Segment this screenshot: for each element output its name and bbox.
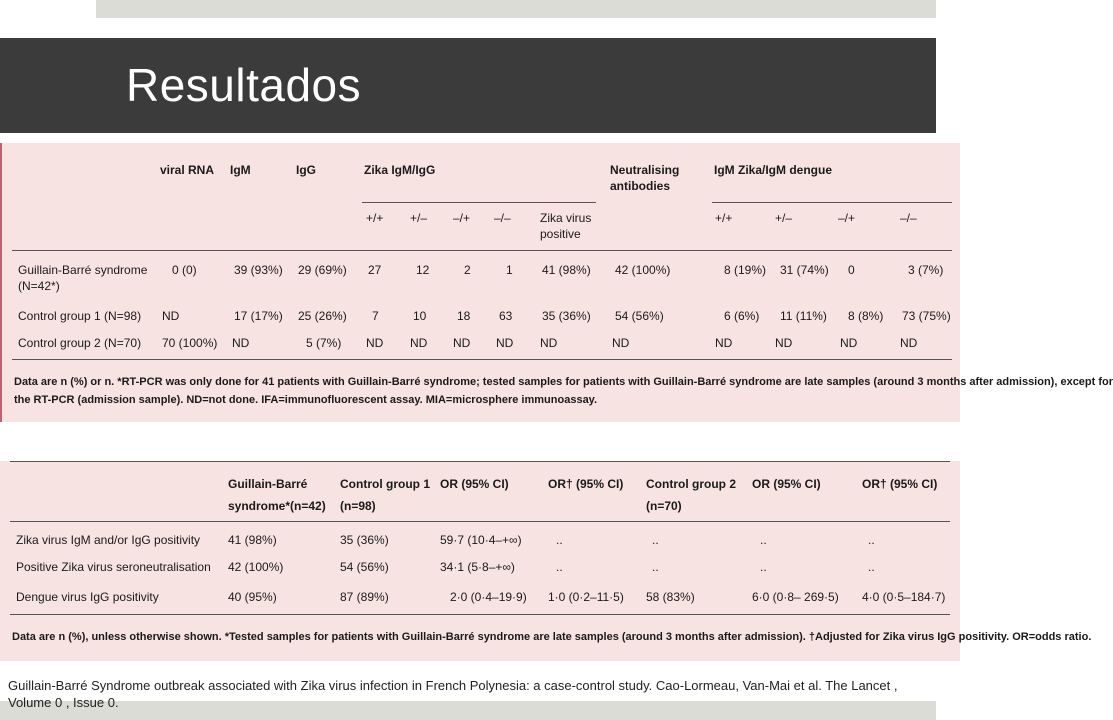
sub-zika-mm: –/– <box>494 211 511 225</box>
sub-zika-pp: +/+ <box>366 211 384 225</box>
table1-footnote: Data are n (%) or n. *RT-PCR was only done for 41 patients with Guillain-Barré syndrome; tested samples for patients with Guillain-Barré syndrome are late samples (around 3 months after admission), except for <box>14 376 1113 388</box>
table-cell: 54 (56%) <box>340 560 389 574</box>
table-cell: 29 (69%) <box>298 263 347 277</box>
col-header-control1: Control group 1 <box>340 477 430 491</box>
col-header-zika-igm-igg: Zika IgM/IgG <box>364 163 436 177</box>
table-cell: ND <box>775 336 793 350</box>
table-cell: .. <box>556 560 563 574</box>
col-header-control2-2: (n=70) <box>646 499 682 513</box>
sub-zika-positive-2: positive <box>540 227 581 241</box>
col-header-igm: IgM <box>230 163 251 177</box>
table-cell: 4·0 (0·5–184·7) <box>862 590 946 604</box>
col-header-or-1: OR (95% CI) <box>440 477 509 491</box>
table-cell: 10 <box>413 309 427 323</box>
table-cell: 42 (100%) <box>615 263 671 277</box>
table-cell: ND <box>410 336 428 350</box>
table-cell: 27 <box>368 263 382 277</box>
table-cell: 0 (0) <box>172 263 197 277</box>
sub-dengue-mp: –/+ <box>838 211 856 225</box>
col-header-igm-zika-dengue: IgM Zika/IgM dengue <box>714 163 833 177</box>
table-cell: 35 (36%) <box>542 309 591 323</box>
table-cell: ND <box>453 336 471 350</box>
sub-zika-positive: Zika virus <box>540 211 592 225</box>
table-cell: 63 <box>499 309 513 323</box>
col-header-igg: IgG <box>296 163 316 177</box>
table-cell: ND <box>540 336 558 350</box>
table-cell: ND <box>612 336 630 350</box>
table-cell: 7 <box>372 309 379 323</box>
row-label: Zika virus IgM and/or IgG positivity <box>16 533 201 547</box>
table-cell: 41 (98%) <box>542 263 591 277</box>
sub-dengue-mm: –/– <box>900 211 917 225</box>
sub-dengue-pp: +/+ <box>715 211 733 225</box>
table-cell: 8 (19%) <box>724 263 767 277</box>
table-cell: 31 (74%) <box>780 263 829 277</box>
table-cell: .. <box>868 533 875 547</box>
table-cell: ND <box>496 336 514 350</box>
sub-dengue-pm: +/– <box>775 211 793 225</box>
table-cell: ND <box>715 336 733 350</box>
table-cell: 42 (100%) <box>228 560 284 574</box>
table-cell: .. <box>556 533 563 547</box>
col-header-neutralising: Neutralising <box>610 163 680 177</box>
col-header-ora-1: OR† (95% CI) <box>548 477 624 491</box>
table-cell: 18 <box>457 309 471 323</box>
table-cell: 87 (89%) <box>340 590 389 604</box>
table-cell: 2 <box>464 263 471 277</box>
table-cell: ND <box>900 336 918 350</box>
table-cell: 41 (98%) <box>228 533 277 547</box>
table-cell: ND <box>162 309 180 323</box>
table-cell: 35 (36%) <box>340 533 389 547</box>
table-cell: 59·7 (10·4–+∞) <box>440 533 522 547</box>
table-cell: .. <box>760 560 767 574</box>
row-label: Control group 2 (N=70) <box>18 336 142 350</box>
table-cell: 2·0 (0·4–19·9) <box>450 590 527 604</box>
row-label: Dengue virus IgG positivity <box>16 590 159 604</box>
table-cell: 11 (11%) <box>780 309 827 323</box>
table-cell: .. <box>868 560 875 574</box>
sub-zika-mp: –/+ <box>453 211 471 225</box>
col-header-gbs-2: syndrome*(n=42) <box>228 499 326 513</box>
row-label: Guillain-Barré syndrome <box>18 263 148 277</box>
table-cell: ND <box>366 336 384 350</box>
table-cell: 3 (7%) <box>908 263 944 277</box>
table-cell: 58 (83%) <box>646 590 695 604</box>
citation-caption: Guillain-Barré Syndrome outbreak associated with Zika virus infection in French Polynesia: a case-control study. Cao-Lormeau, Van-Mai et al. The Lancet , Volume 0 , Issue 0. <box>8 678 898 710</box>
col-header-control1-2: (n=98) <box>340 499 376 513</box>
table-cell: 25 (26%) <box>298 309 347 323</box>
results-table-odds-ratios <box>0 461 1092 661</box>
table-cell: 1 <box>506 263 513 277</box>
row-label: Positive Zika virus seroneutralisation <box>16 560 211 574</box>
col-header-neutralising-2: antibodies <box>610 179 671 193</box>
row-label-2: (N=42*) <box>18 279 60 293</box>
table-cell: 34·1 (5·8–+∞) <box>440 560 515 574</box>
table-cell: 8 (8%) <box>848 309 884 323</box>
col-header-or-2: OR (95% CI) <box>752 477 821 491</box>
table-cell: 12 <box>416 263 430 277</box>
table1-footnote-2: the RT-PCR (admission sample). ND=not done. IFA=immunofluorescent assay. MIA=microsphere immunoassay. <box>14 394 598 406</box>
table-cell: 0 <box>848 263 855 277</box>
table-cell: .. <box>760 533 767 547</box>
table-cell: ND <box>232 336 250 350</box>
table-cell: 17 (17%) <box>234 309 283 323</box>
table-cell: 70 (100%) <box>162 336 218 350</box>
table-cell: .. <box>652 560 659 574</box>
dengue-group-rule <box>712 202 952 203</box>
col-header-ora-2: OR† (95% CI) <box>862 477 938 491</box>
table-cell: ND <box>840 336 858 350</box>
results-table-antibodies <box>0 143 1113 422</box>
sub-zika-pm: +/– <box>410 211 428 225</box>
table-cell: 73 (75%) <box>902 309 951 323</box>
table2-footnote: Data are n (%), unless otherwise shown. *Tested samples for patients with Guillain-Barré syndrome are late samples (around 3 months after admission). †Adjusted for Zika virus IgG positivity. OR=odds ratio. <box>12 631 1092 643</box>
table-cell: 6 (6%) <box>724 309 760 323</box>
table-cell: 54 (56%) <box>615 309 664 323</box>
header-rule <box>12 250 952 251</box>
table-cell: .. <box>652 533 659 547</box>
table-cell: 39 (93%) <box>234 263 283 277</box>
slide-title: Resultados <box>126 59 362 111</box>
top-rule <box>10 461 950 462</box>
col-header-viral-rna: viral RNA <box>160 163 215 177</box>
footer-rule <box>10 614 950 615</box>
table-cell: 40 (95%) <box>228 590 277 604</box>
top-decor-strip <box>96 0 936 18</box>
col-header-gbs: Guillain-Barré <box>228 477 308 491</box>
footer-rule <box>12 359 952 360</box>
zika-group-rule <box>362 202 596 203</box>
header-rule <box>10 521 950 522</box>
row-label: Control group 1 (N=98) <box>18 309 142 323</box>
table-cell: 6·0 (0·8– 269·5) <box>752 590 839 604</box>
table-cell: 5 (7%) <box>306 336 342 350</box>
col-header-control2: Control group 2 <box>646 477 736 491</box>
table-cell: 1·0 (0·2–11·5) <box>548 590 624 604</box>
